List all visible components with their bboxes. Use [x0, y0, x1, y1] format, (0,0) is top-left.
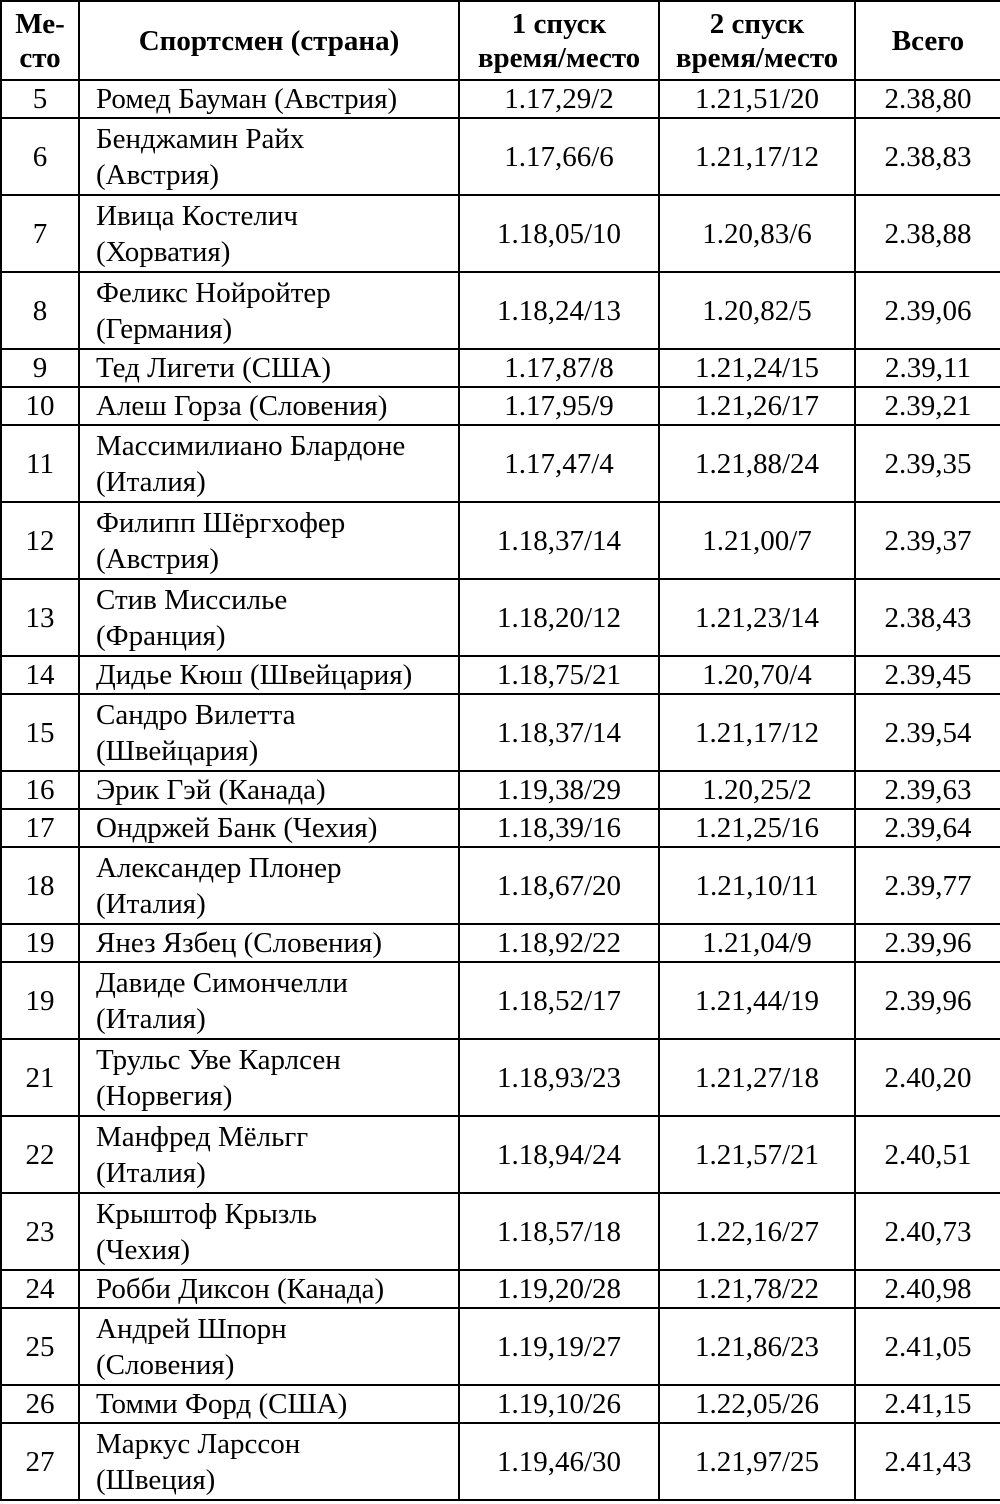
total-cell: 2.40,98 — [855, 1270, 1000, 1308]
athlete-cell — [79, 694, 459, 771]
place-cell: 9 — [1, 349, 79, 387]
table-row — [1, 1308, 1000, 1385]
total-cell: 2.40,20 — [855, 1039, 1000, 1116]
run1-cell: 1.18,93/23 — [459, 1039, 659, 1116]
athlete-cell — [79, 656, 459, 694]
total-cell: 2.39,63 — [855, 771, 1000, 809]
run2-cell: 1.21,00/7 — [659, 502, 855, 579]
run2-cell: 1.21,44/19 — [659, 962, 855, 1039]
total-cell: 2.39,45 — [855, 656, 1000, 694]
header-run2-line2: время/место — [675, 41, 839, 74]
athlete-cell — [79, 425, 459, 502]
header-total: Всего — [855, 1, 1000, 80]
total-cell: 2.41,15 — [855, 1385, 1000, 1423]
run1-cell: 1.19,20/28 — [459, 1270, 659, 1308]
athlete-cell-line: Робби Диксон (Канада) — [96, 1273, 385, 1305]
run1-cell: 1.19,10/26 — [459, 1385, 659, 1423]
table-row — [1, 1116, 1000, 1193]
place-cell: 19 — [1, 962, 79, 1039]
place-cell: 16 — [1, 771, 79, 809]
total-cell: 2.39,64 — [855, 809, 1000, 847]
athlete-cell — [79, 387, 459, 425]
run2-cell: 1.22,05/26 — [659, 1385, 855, 1423]
table-row — [1, 118, 1000, 195]
table-row — [1, 387, 1000, 425]
header-place-line1: Ме- — [15, 7, 65, 40]
run1-cell: 1.18,37/14 — [459, 502, 659, 579]
place-cell: 12 — [1, 502, 79, 579]
athlete-cell-line: Ромед Бауман (Австрия) — [96, 83, 398, 115]
header-run2-line1: 2 спуск — [709, 7, 805, 40]
place-cell: 27 — [1, 1423, 79, 1500]
athlete-cell-line: (Германия) — [96, 312, 233, 345]
run1-cell: 1.17,95/9 — [459, 387, 659, 425]
athlete-cell-line: Сандро Вилетта — [96, 698, 296, 731]
run1-cell: 1.18,20/12 — [459, 579, 659, 656]
table-row — [1, 195, 1000, 272]
athlete-cell-line: (Италия) — [96, 1002, 206, 1035]
table-row — [1, 272, 1000, 349]
athlete-cell-line: Андрей Шпорн — [96, 1312, 287, 1345]
run1-cell: 1.17,29/2 — [459, 80, 659, 118]
run2-cell: 1.21,88/24 — [659, 425, 855, 502]
athlete-cell-line: Дидье Кюш (Швейцария) — [96, 659, 413, 691]
athlete-cell — [79, 1385, 459, 1423]
total-cell: 2.39,96 — [855, 962, 1000, 1039]
run2-cell: 1.21,57/21 — [659, 1116, 855, 1193]
athlete-cell-line: (Чехия) — [96, 1233, 191, 1266]
place-cell: 11 — [1, 425, 79, 502]
table-row — [1, 694, 1000, 771]
header-run2 — [659, 1, 855, 80]
total-cell: 2.39,96 — [855, 924, 1000, 962]
athlete-cell — [79, 1116, 459, 1193]
table-row — [1, 847, 1000, 924]
total-cell: 2.39,06 — [855, 272, 1000, 349]
athlete-cell — [79, 1270, 459, 1308]
run1-cell: 1.18,52/17 — [459, 962, 659, 1039]
table-row — [1, 1270, 1000, 1308]
athlete-cell-line: Ивица Костелич — [96, 199, 298, 232]
run2-cell: 1.21,10/11 — [659, 847, 855, 924]
athlete-cell — [79, 349, 459, 387]
table-row — [1, 809, 1000, 847]
place-cell: 14 — [1, 656, 79, 694]
run1-cell: 1.18,57/18 — [459, 1193, 659, 1270]
run1-cell: 1.17,87/8 — [459, 349, 659, 387]
run2-cell: 1.21,51/20 — [659, 80, 855, 118]
total-cell: 2.39,77 — [855, 847, 1000, 924]
place-cell: 7 — [1, 195, 79, 272]
athlete-cell-line: (Франция) — [96, 619, 226, 652]
athlete-cell — [79, 80, 459, 118]
place-cell: 21 — [1, 1039, 79, 1116]
athlete-cell-line: Манфред Мёльгг — [96, 1120, 309, 1153]
run1-cell: 1.18,05/10 — [459, 195, 659, 272]
athlete-cell-line: (Италия) — [96, 465, 206, 498]
athlete-cell-line: (Австрия) — [96, 158, 220, 191]
results-body — [1, 80, 1000, 1500]
place-cell: 18 — [1, 847, 79, 924]
total-cell: 2.39,35 — [855, 425, 1000, 502]
header-place-line2: сто — [19, 41, 61, 74]
run2-cell: 1.21,86/23 — [659, 1308, 855, 1385]
place-cell: 6 — [1, 118, 79, 195]
total-cell: 2.39,37 — [855, 502, 1000, 579]
total-cell: 2.39,21 — [855, 387, 1000, 425]
total-cell: 2.38,88 — [855, 195, 1000, 272]
run2-cell: 1.21,24/15 — [659, 349, 855, 387]
athlete-cell-line: (Словения) — [96, 1348, 235, 1381]
place-cell: 17 — [1, 809, 79, 847]
place-cell: 24 — [1, 1270, 79, 1308]
place-cell: 25 — [1, 1308, 79, 1385]
run2-cell: 1.20,82/5 — [659, 272, 855, 349]
run2-cell: 1.21,23/14 — [659, 579, 855, 656]
table-row — [1, 349, 1000, 387]
place-cell: 26 — [1, 1385, 79, 1423]
athlete-cell-line: Бенджамин Райх — [96, 122, 305, 155]
total-cell: 2.40,51 — [855, 1116, 1000, 1193]
total-cell: 2.39,11 — [855, 349, 1000, 387]
table-row — [1, 1385, 1000, 1423]
athlete-cell-line: Тед Лигети (США) — [96, 352, 331, 384]
athlete-cell-line: (Швеция) — [96, 1463, 216, 1496]
athlete-cell-line: (Швейцария) — [96, 734, 259, 767]
total-cell: 2.40,73 — [855, 1193, 1000, 1270]
run1-cell: 1.18,94/24 — [459, 1116, 659, 1193]
place-cell: 22 — [1, 1116, 79, 1193]
athlete-cell-line: Стив Миссилье — [96, 583, 288, 616]
header-row — [1, 1, 1000, 80]
total-cell: 2.41,43 — [855, 1423, 1000, 1500]
place-cell: 15 — [1, 694, 79, 771]
run2-cell: 1.20,25/2 — [659, 771, 855, 809]
run2-cell: 1.21,04/9 — [659, 924, 855, 962]
table-row — [1, 1193, 1000, 1270]
run1-cell: 1.18,39/16 — [459, 809, 659, 847]
place-cell: 10 — [1, 387, 79, 425]
total-cell: 2.38,43 — [855, 579, 1000, 656]
run1-cell: 1.18,24/13 — [459, 272, 659, 349]
athlete-cell — [79, 118, 459, 195]
athlete-cell — [79, 1423, 459, 1500]
header-run1 — [459, 1, 659, 80]
athlete-cell — [79, 809, 459, 847]
athlete-cell — [79, 1308, 459, 1385]
header-athlete: Спортсмен (страна) — [79, 1, 459, 80]
table-row — [1, 656, 1000, 694]
athlete-cell-line: Маркус Ларссон — [96, 1427, 301, 1460]
table-row — [1, 502, 1000, 579]
table-row — [1, 924, 1000, 962]
athlete-cell-line: Массимилиано Блардоне — [96, 429, 406, 462]
place-cell: 13 — [1, 579, 79, 656]
table-row — [1, 80, 1000, 118]
athlete-cell-line: Янез Язбец (Словения) — [96, 927, 383, 959]
total-cell: 2.38,80 — [855, 80, 1000, 118]
run1-cell: 1.17,66/6 — [459, 118, 659, 195]
run1-cell: 1.18,75/21 — [459, 656, 659, 694]
place-cell: 5 — [1, 80, 79, 118]
run2-cell: 1.22,16/27 — [659, 1193, 855, 1270]
total-cell: 2.41,05 — [855, 1308, 1000, 1385]
run1-cell: 1.18,37/14 — [459, 694, 659, 771]
run1-cell: 1.19,38/29 — [459, 771, 659, 809]
table-row — [1, 771, 1000, 809]
athlete-cell — [79, 579, 459, 656]
header-place — [1, 1, 79, 80]
athlete-cell — [79, 924, 459, 962]
run2-cell: 1.20,83/6 — [659, 195, 855, 272]
athlete-cell-line: Александер Плонер — [96, 851, 342, 884]
place-cell: 8 — [1, 272, 79, 349]
athlete-cell-line: (Хорватия) — [96, 235, 231, 268]
table-row — [1, 425, 1000, 502]
run2-cell: 1.20,70/4 — [659, 656, 855, 694]
run2-cell: 1.21,97/25 — [659, 1423, 855, 1500]
athlete-cell-line: Филипп Шёргхофер — [96, 506, 346, 539]
athlete-cell-line: (Италия) — [96, 887, 206, 920]
athlete-cell — [79, 272, 459, 349]
table-row — [1, 1039, 1000, 1116]
athlete-cell — [79, 771, 459, 809]
run2-cell: 1.21,17/12 — [659, 694, 855, 771]
athlete-cell-line: Феликс Нойройтер — [96, 276, 331, 309]
athlete-cell — [79, 195, 459, 272]
athlete-cell-line: Крыштоф Крызль — [96, 1197, 317, 1230]
athlete-cell — [79, 847, 459, 924]
run2-cell: 1.21,27/18 — [659, 1039, 855, 1116]
total-cell: 2.39,54 — [855, 694, 1000, 771]
athlete-cell — [79, 1039, 459, 1116]
athlete-cell — [79, 962, 459, 1039]
athlete-cell-line: Трульс Уве Карлсен — [96, 1043, 341, 1076]
run2-cell: 1.21,78/22 — [659, 1270, 855, 1308]
place-cell: 19 — [1, 924, 79, 962]
run2-cell: 1.21,26/17 — [659, 387, 855, 425]
athlete-cell-line: Алеш Горза (Словения) — [96, 390, 388, 422]
table-row — [1, 1423, 1000, 1500]
athlete-cell-line: (Италия) — [96, 1156, 206, 1189]
athlete-cell — [79, 502, 459, 579]
header-run1-line2: время/место — [477, 41, 641, 74]
athlete-cell-line: Давиде Симончелли — [96, 966, 348, 999]
table-row — [1, 579, 1000, 656]
total-cell: 2.38,83 — [855, 118, 1000, 195]
run1-cell: 1.18,67/20 — [459, 847, 659, 924]
run2-cell: 1.21,25/16 — [659, 809, 855, 847]
run1-cell: 1.19,19/27 — [459, 1308, 659, 1385]
athlete-cell-line: Эрик Гэй (Канада) — [96, 774, 326, 806]
athlete-cell — [79, 1193, 459, 1270]
athlete-cell-line: (Норвегия) — [96, 1079, 233, 1112]
run1-cell: 1.19,46/30 — [459, 1423, 659, 1500]
place-cell: 23 — [1, 1193, 79, 1270]
run2-cell: 1.21,17/12 — [659, 118, 855, 195]
header-run1-line1: 1 спуск — [511, 7, 607, 40]
athlete-cell-line: Томми Форд (США) — [96, 1388, 348, 1420]
table-row — [1, 962, 1000, 1039]
run1-cell: 1.17,47/4 — [459, 425, 659, 502]
athlete-cell-line: (Австрия) — [96, 542, 220, 575]
run1-cell: 1.18,92/22 — [459, 924, 659, 962]
athlete-cell-line: Ондржей Банк (Чехия) — [96, 812, 378, 844]
